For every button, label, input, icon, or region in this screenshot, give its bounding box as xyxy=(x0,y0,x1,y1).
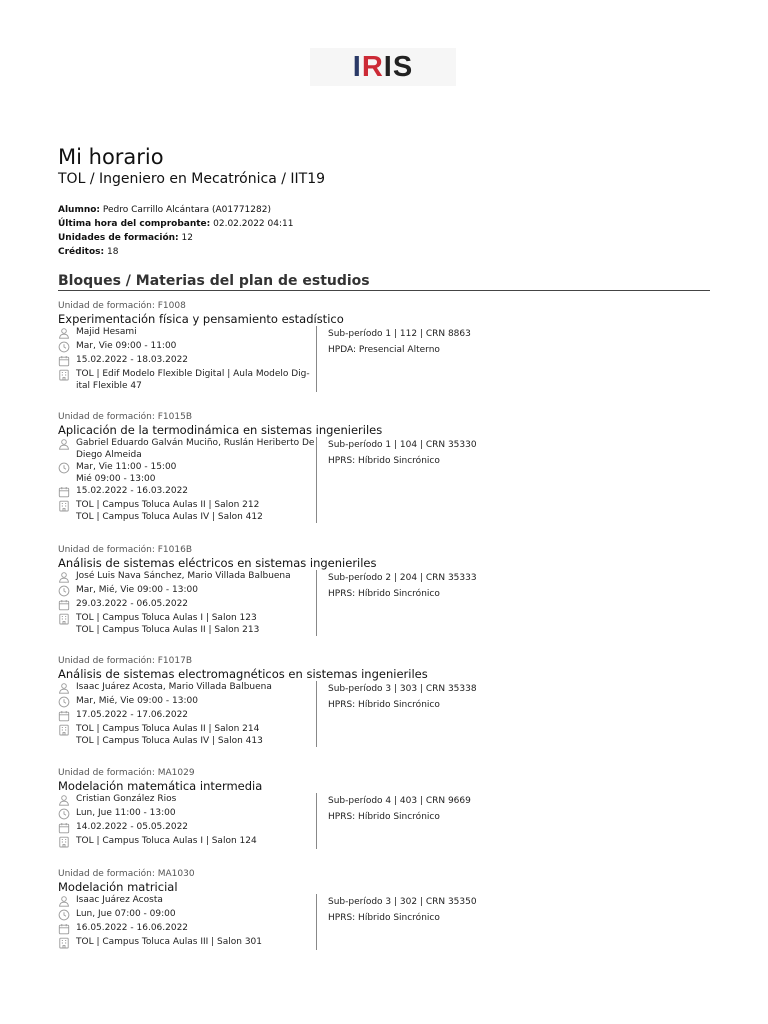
clock-icon xyxy=(58,340,76,354)
location-text xyxy=(76,499,316,523)
course-name: Aplicación de la termodinámica en sistemas ingenieriles xyxy=(58,423,383,437)
building-icon xyxy=(58,499,76,513)
clock-icon xyxy=(58,695,76,709)
location-text xyxy=(76,936,316,949)
person-icon xyxy=(58,570,76,584)
page-subtitle: TOL / Ingeniero en Mecatrónica / IIT19 xyxy=(58,171,326,187)
schedule-line: Mié 09:00 - 13:00 xyxy=(76,473,156,484)
subperiod-text: Sub-período 2 | 204 | CRN 35333 xyxy=(328,573,477,583)
iris-logo xyxy=(310,48,456,86)
calendar-icon xyxy=(58,598,76,612)
unidades-value: 12 xyxy=(178,233,193,243)
instructor-row xyxy=(58,894,316,908)
schedule-line: Lun, Jue 07:00 - 09:00 xyxy=(76,909,176,919)
schedule-line: Mar, Vie 11:00 - 15:00 xyxy=(76,462,177,472)
course-unit: Unidad de formación: F1016B xyxy=(58,545,193,555)
course-name: Análisis de sistemas eléctricos en sistemas ingenieriles xyxy=(58,556,377,570)
location-line: TOL | Campus Toluca Aulas I | Salon 123 xyxy=(76,613,257,623)
building-icon xyxy=(58,835,76,849)
person-icon xyxy=(58,793,76,807)
course-unit: Unidad de formación: F1008 xyxy=(58,301,186,311)
section-title: Bloques / Materias del plan de estudios xyxy=(58,273,370,289)
course-block xyxy=(58,767,710,846)
person-icon xyxy=(58,437,76,451)
dates-row xyxy=(58,485,316,499)
instructor-name: Cristian González Rios xyxy=(76,794,177,804)
location-row xyxy=(58,835,316,849)
calendar-icon xyxy=(58,485,76,499)
date-range: 15.02.2022 - 18.03.2022 xyxy=(76,355,189,365)
ultima-label: Última hora del comprobante: xyxy=(58,219,211,229)
schedule-line: Lun, Jue 11:00 - 13:00 xyxy=(76,808,176,818)
building-icon xyxy=(58,936,76,950)
course-details xyxy=(58,570,317,636)
instructor-name: Isaac Juárez Acosta xyxy=(76,895,163,905)
instructor-name: Isaac Juárez Acosta, Mario Villada Balbuena xyxy=(76,682,272,692)
alumno-line xyxy=(58,203,293,217)
clock-icon xyxy=(58,807,76,821)
instructor-name: Gabriel Eduardo Galván Muciño, Ruslán Heriberto De Diego Almeida xyxy=(76,438,315,460)
course-meta xyxy=(328,894,477,926)
schedule-row xyxy=(58,461,316,485)
location-text xyxy=(76,612,316,636)
location-line: TOL | Campus Toluca Aulas I | Salon 124 xyxy=(76,836,257,846)
dates-row xyxy=(58,354,316,368)
date-range: 29.03.2022 - 06.05.2022 xyxy=(76,599,189,609)
course-meta xyxy=(328,437,477,469)
instructor-name: José Luis Nava Sánchez, Mario Villada Balbuena xyxy=(76,571,291,581)
logo-part-3: IS xyxy=(383,50,414,83)
subperiod-text: Sub-período 3 | 303 | CRN 35338 xyxy=(328,684,477,694)
creditos-line xyxy=(58,245,293,259)
calendar-icon xyxy=(58,354,76,368)
course-details xyxy=(58,793,317,849)
course-details xyxy=(58,894,317,950)
course-unit: Unidad de formación: F1017B xyxy=(58,656,193,666)
subperiod-text: Sub-período 1 | 112 | CRN 8863 xyxy=(328,329,471,339)
building-icon xyxy=(58,612,76,626)
course-details xyxy=(58,681,317,747)
student-info xyxy=(58,203,293,259)
location-line: ital Flexible 47 xyxy=(76,380,142,391)
schedule-row xyxy=(58,908,316,922)
course-meta xyxy=(328,570,477,602)
location-row xyxy=(58,499,316,523)
subperiod-text: Sub-período 1 | 104 | CRN 35330 xyxy=(328,440,477,450)
creditos-label: Créditos: xyxy=(58,247,105,257)
subperiod-text: Sub-período 3 | 302 | CRN 35350 xyxy=(328,897,477,907)
location-row xyxy=(58,936,316,950)
course-block xyxy=(58,411,710,522)
schedule-text xyxy=(76,908,316,921)
course-meta xyxy=(328,326,471,358)
date-range: 16.05.2022 - 16.06.2022 xyxy=(76,923,189,933)
person-icon xyxy=(58,326,76,340)
modality-text: HPRS: Híbrido Sincrónico xyxy=(328,913,440,923)
alumno-label: Alumno: xyxy=(58,205,101,215)
instructor-row xyxy=(58,681,316,695)
location-row xyxy=(58,368,316,392)
location-line: TOL | Edif Modelo Flexible Digital | Aula Modelo Dig- xyxy=(76,369,310,379)
person-icon xyxy=(58,894,76,908)
location-row xyxy=(58,612,316,636)
date-range: 17.05.2022 - 17.06.2022 xyxy=(76,710,189,720)
logo-part-1: I xyxy=(352,50,362,83)
section-divider xyxy=(58,290,710,291)
course-name: Modelación matemática intermedia xyxy=(58,779,263,793)
course-meta xyxy=(328,681,477,713)
unidades-line xyxy=(58,231,293,245)
location-line: TOL | Campus Toluca Aulas II | Salon 214 xyxy=(76,724,260,734)
course-name: Experimentación física y pensamiento estadístico xyxy=(58,312,344,326)
course-unit: Unidad de formación: MA1029 xyxy=(58,768,195,778)
instructor-name: Majid Hesami xyxy=(76,327,137,337)
creditos-value: 18 xyxy=(104,247,119,257)
location-text xyxy=(76,368,316,392)
calendar-icon xyxy=(58,922,76,936)
location-line: TOL | Campus Toluca Aulas II | Salon 213 xyxy=(76,624,260,635)
ultima-value: 02.02.2022 04:11 xyxy=(210,219,294,229)
schedule-row xyxy=(58,695,316,709)
dates-row xyxy=(58,598,316,612)
location-line: TOL | Campus Toluca Aulas II | Salon 212 xyxy=(76,500,260,510)
schedule-line: Mar, Mié, Vie 09:00 - 13:00 xyxy=(76,585,198,595)
clock-icon xyxy=(58,908,76,922)
dates-row xyxy=(58,709,316,723)
schedule-row xyxy=(58,340,316,354)
modality-text: HPRS: Híbrido Sincrónico xyxy=(328,700,440,710)
course-unit: Unidad de formación: F1015B xyxy=(58,412,193,422)
location-text xyxy=(76,835,316,848)
location-line: TOL | Campus Toluca Aulas III | Salon 301 xyxy=(76,937,263,947)
alumno-value: Pedro Carrillo Alcántara (A01771282) xyxy=(100,205,271,215)
building-icon xyxy=(58,368,76,382)
person-icon xyxy=(58,681,76,695)
course-details xyxy=(58,437,317,523)
calendar-icon xyxy=(58,709,76,723)
dates-row xyxy=(58,922,316,936)
modality-text: HPDA: Presencial Alterno xyxy=(328,345,440,355)
location-line: TOL | Campus Toluca Aulas IV | Salon 412 xyxy=(76,511,263,522)
schedule-row xyxy=(58,584,316,598)
course-unit: Unidad de formación: MA1030 xyxy=(58,869,195,879)
instructor-row xyxy=(58,437,316,461)
subperiod-text: Sub-período 4 | 403 | CRN 9669 xyxy=(328,796,471,806)
calendar-icon xyxy=(58,821,76,835)
page-title: Mi horario xyxy=(58,145,164,169)
modality-text: HPRS: Híbrido Sincrónico xyxy=(328,456,440,466)
schedule-row xyxy=(58,807,316,821)
course-details xyxy=(58,326,317,392)
schedule-text xyxy=(76,807,316,820)
instructor-row xyxy=(58,326,316,340)
schedule-line: Mar, Mié, Vie 09:00 - 13:00 xyxy=(76,696,198,706)
course-block xyxy=(58,868,710,947)
schedule-text xyxy=(76,461,316,485)
modality-text: HPRS: Híbrido Sincrónico xyxy=(328,589,440,599)
date-range: 14.02.2022 - 05.05.2022 xyxy=(76,822,189,832)
instructor-row xyxy=(58,793,316,807)
course-block xyxy=(58,655,710,746)
unidades-label: Unidades de formación: xyxy=(58,233,179,243)
schedule-line: Mar, Vie 09:00 - 11:00 xyxy=(76,341,177,351)
clock-icon xyxy=(58,461,76,475)
date-range: 15.02.2022 - 16.03.2022 xyxy=(76,486,189,496)
course-block xyxy=(58,544,710,635)
schedule-text xyxy=(76,695,316,708)
building-icon xyxy=(58,723,76,737)
schedule-text xyxy=(76,340,316,353)
location-line: TOL | Campus Toluca Aulas IV | Salon 413 xyxy=(76,735,263,746)
course-meta xyxy=(328,793,471,825)
ultima-line xyxy=(58,217,293,231)
location-text xyxy=(76,723,316,747)
schedule-text xyxy=(76,584,316,597)
clock-icon xyxy=(58,584,76,598)
modality-text: HPRS: Híbrido Sincrónico xyxy=(328,812,440,822)
course-block xyxy=(58,300,710,391)
location-row xyxy=(58,723,316,747)
dates-row xyxy=(58,821,316,835)
course-name: Modelación matricial xyxy=(58,880,178,894)
logo-text xyxy=(353,51,413,84)
logo-part-2: R xyxy=(361,50,384,83)
instructor-row xyxy=(58,570,316,584)
course-name: Análisis de sistemas electromagnéticos en sistemas ingenieriles xyxy=(58,667,428,681)
